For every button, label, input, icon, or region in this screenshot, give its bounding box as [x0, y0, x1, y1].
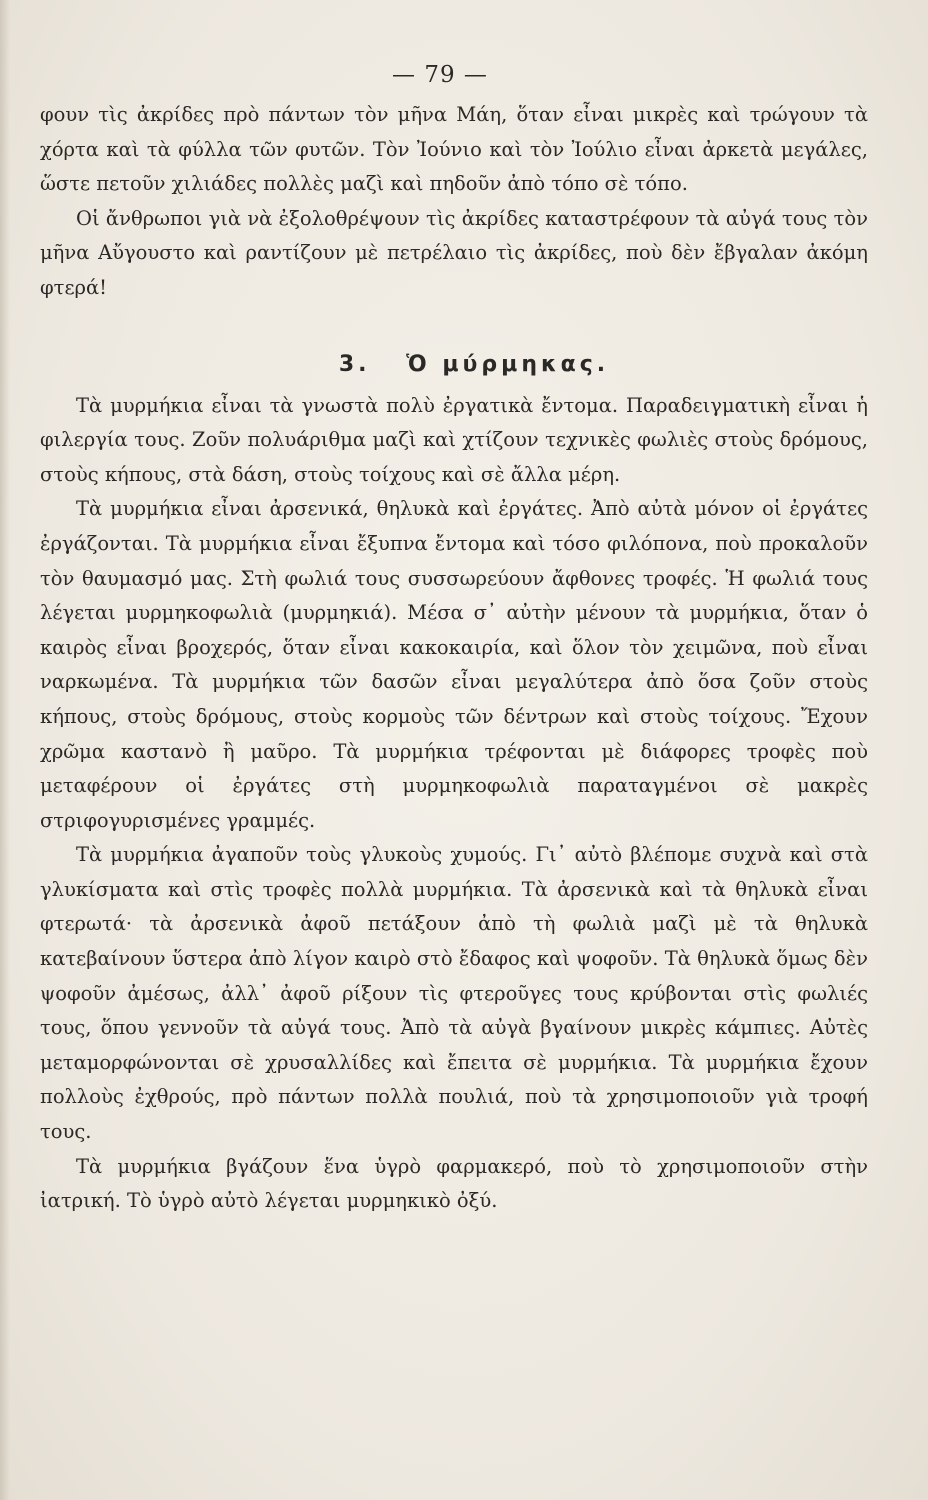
section-number: 3. — [338, 351, 371, 377]
paragraph: Τὰ μυρμήκια ἀγαποῦν τοὺς γλυκοὺς χυμούς. Γι᾽ αὐτὸ βλέπομε συχνὰ καὶ στὰ γλυκίσματα καὶ στὶς τροφὲς πολλὰ μυρμήκια. Τὰ ἀρσενικὰ καὶ τὰ θηλυκὰ εἶναι φτερωτά· τὰ ἀρσενικὰ ἀφοῦ πετάξουν ἀπὸ τὴ φωλιὰ μαζὶ μὲ τὰ θηλυκὰ κατεβαίνουν ὕστερα ἀπὸ λίγον καιρὸ στὸ ἔδαφος καὶ ψοφοῦν. Τὰ θηλυκὰ ὅμως δὲν ψοφοῦν ἀμέσως, ἀλλ᾽ ἀφοῦ ρίξουν τὶς φτεροῦγες τους κρύβονται στὶς φωλιές τους, ὅπου γεννοῦν τὰ αὐγά τους. Ἀπὸ τὰ αὐγὰ βγαίνουν μικρὲς κάμπιες. Αὐτὲς μεταμορφώνονται σὲ χρυσαλλίδες καὶ ἔπειτα σὲ μυρμήκια. Τὰ μυρμήκια ἔχουν πολλοὺς ἐχθρούς, πρὸ πάντων πολλὰ πουλιά, ποὺ τὰ χρησιμοποιοῦν γιὰ τροφή τους. — [40, 843, 868, 1144]
paragraph: Οἱ ἄνθρωποι γιὰ νὰ ἐξολοθρέψουν τὶς ἀκρίδες καταστρέφουν τὰ αὐγά τους τὸν μῆνα Αὔγουστο καὶ ραντίζουν μὲ πετρέλαιο τὶς ἀκρίδες, ποὺ δὲν ἔβγαλαν ἀκόμη φτερά! — [40, 206, 868, 299]
paragraph: Τὰ μυρμήκια εἶναι τὰ γνωστὰ πολὺ ἐργατικὰ ἔντομα. Παραδειγματικὴ εἶναι ἡ φιλεργία τους. Ζοῦν πολυάριθμα μαζὶ καὶ χτίζουν τεχνικὲς φωλιὲς στοὺς δρόμους, στοὺς κήπους, στὰ δάση, στοὺς τοίχους καὶ σὲ ἄλλα μέρη. — [40, 393, 868, 486]
page-body — [40, 98, 868, 1219]
section-title: Ὁ μύρμηκας. — [406, 351, 610, 377]
paragraph: Τὰ μυρμήκια βγάζουν ἕνα ὑγρὸ φαρμακερό, ποὺ τὸ χρησιμοποιοῦν στὴν ἰατρική. Τὸ ὑγρὸ αὐτὸ λέγεται μυρμηκικὸ ὀξύ. — [40, 1154, 868, 1213]
section-heading — [40, 352, 868, 377]
page-number: — 79 — — [392, 62, 488, 88]
paragraph: Τὰ μυρμήκια εἶναι ἀρσενικά, θηλυκὰ καὶ ἐργάτες. Ἀπὸ αὐτὰ μόνον οἱ ἐργάτες ἐργάζονται. Τὰ μυρμήκια εἶναι ἔξυπνα ἔντομα καὶ τόσο φιλόπονα, ποὺ προκαλοῦν τὸν θαυμασμό μας. Στὴ φωλιά τους συσσωρεύουν ἄφθονες τροφές. Ἡ φωλιά τους λέγεται μυρμηκοφωλιὰ (μυρμηκιά). Μέσα σ᾽ αὐτὴν μένουν τὰ μυρμήκια, ὅταν ὁ καιρὸς εἶναι βροχερός, ὅταν εἶναι κακοκαιρία, καὶ ὅλον τὸν χειμῶνα, ποὺ εἶναι ναρκωμένα. Τὰ μυρμήκια τῶν δασῶν εἶναι μεγαλύτερα ἀπὸ ὅσα ζοῦν στοὺς κήπους, στοὺς δρόμους, στοὺς κορμοὺς τῶν δέντρων καὶ στοὺς τοίχους. Ἔχουν χρῶμα καστανὸ ἢ μαῦρο. Τὰ μυρμήκια τρέφονται μὲ διάφορες τροφὲς ποὺ μεταφέρουν οἱ ἐργάτες στὴ μυρμηκοφωλιὰ παραταγμένοι σὲ μακρὲς στριφογυρισμένες γραμμές. — [40, 497, 868, 832]
page-edge-shadow — [0, 0, 10, 1500]
paragraph-continuation: φουν τὶς ἀκρίδες πρὸ πάντων τὸν μῆνα Μάη, ὅταν εἶναι μικρὲς καὶ τρώγουν τὰ χόρτα καὶ τὰ φύλλα τῶν φυτῶν. Τὸν Ἰούνιο καὶ τὸν Ἰούλιο εἶναι ἀρκετὰ μεγάλες, ὥστε πετοῦν χιλιάδες πολλὲς μαζὶ καὶ πηδοῦν ἀπὸ τόπο σὲ τόπο. — [40, 103, 868, 196]
